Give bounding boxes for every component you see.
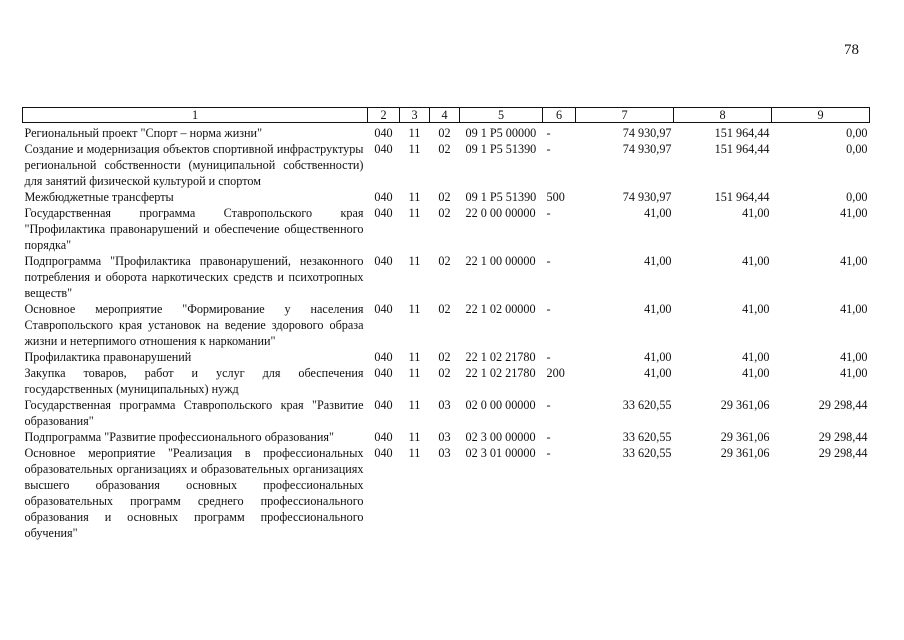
row-subsection-code: 03	[438, 446, 451, 460]
row-amount-1: 41,00	[644, 302, 672, 316]
table-row	[23, 349, 870, 365]
column-header: 5	[460, 108, 543, 123]
row-section-code: 11	[408, 206, 421, 220]
row-ministry-code: 040	[374, 142, 393, 156]
row-section-code: 11	[408, 446, 421, 460]
row-amount-1: 41,00	[644, 254, 672, 268]
row-target-article: 22 1 02 21780	[465, 366, 536, 380]
row-name: Основное мероприятие "Формирование у населения Ставропольского края установок на ведение здорового образа жизни и нетерпимого отношения к наркомании"	[24, 302, 364, 348]
table-row	[23, 397, 870, 429]
row-ministry-code: 040	[374, 302, 393, 316]
row-amount-3: 41,00	[840, 366, 868, 380]
table-row	[23, 141, 870, 189]
row-section-code: 11	[408, 350, 421, 364]
row-amount-3: 0,00	[846, 142, 868, 156]
row-target-article: 22 0 00 00000	[465, 206, 536, 220]
row-amount-3: 0,00	[846, 126, 868, 140]
row-ministry-code: 040	[374, 190, 393, 204]
row-expense-type: -	[546, 206, 551, 220]
row-name: Государственная программа Ставропольского края "Развитие образования"	[24, 398, 364, 428]
row-target-article: 02 0 00 00000	[465, 398, 536, 412]
row-amount-3: 41,00	[840, 206, 868, 220]
row-amount-3: 29 298,44	[818, 430, 868, 444]
row-ministry-code: 040	[374, 126, 393, 140]
row-subsection-code: 03	[438, 430, 451, 444]
row-amount-2: 151 964,44	[714, 142, 770, 156]
row-subsection-code: 02	[438, 366, 451, 380]
row-subsection-code: 02	[438, 190, 451, 204]
row-name: Подпрограмма "Развитие профессионального образования"	[24, 430, 334, 444]
table-row	[23, 253, 870, 301]
row-amount-1: 74 930,97	[622, 190, 672, 204]
row-ministry-code: 040	[374, 366, 393, 380]
row-ministry-code: 040	[374, 430, 393, 444]
row-section-code: 11	[408, 254, 421, 268]
row-subsection-code: 02	[438, 206, 451, 220]
row-amount-2: 41,00	[742, 366, 770, 380]
row-amount-2: 41,00	[742, 350, 770, 364]
row-amount-1: 33 620,55	[622, 446, 672, 460]
row-amount-3: 29 298,44	[818, 398, 868, 412]
table-row	[23, 365, 870, 397]
column-header: 4	[430, 108, 460, 123]
column-header: 8	[674, 108, 772, 123]
row-expense-type: -	[546, 446, 551, 460]
row-amount-2: 41,00	[742, 206, 770, 220]
row-section-code: 11	[408, 142, 421, 156]
row-subsection-code: 02	[438, 126, 451, 140]
row-expense-type: -	[546, 254, 551, 268]
row-section-code: 11	[408, 430, 421, 444]
row-section-code: 11	[408, 126, 421, 140]
column-header: 1	[23, 108, 368, 123]
row-name: Закупка товаров, работ и услуг для обеспечения государственных (муниципальных) нужд	[24, 366, 364, 396]
row-expense-type: -	[546, 350, 551, 364]
row-ministry-code: 040	[374, 206, 393, 220]
row-name: Профилактика правонарушений	[24, 350, 192, 364]
row-expense-type: -	[546, 398, 551, 412]
row-amount-1: 33 620,55	[622, 398, 672, 412]
row-amount-2: 151 964,44	[714, 126, 770, 140]
row-name: Создание и модернизация объектов спортивной инфраструктуры региональной собственности (муниципальной собственности) для занятий физической культурой и спортом	[24, 142, 364, 188]
table-row	[23, 429, 870, 445]
row-target-article: 09 1 P5 51390	[465, 190, 537, 204]
row-amount-2: 41,00	[742, 254, 770, 268]
row-amount-2: 29 361,06	[720, 446, 770, 460]
row-section-code: 11	[408, 302, 421, 316]
row-amount-1: 74 930,97	[622, 126, 672, 140]
row-name: Региональный проект "Спорт – норма жизни"	[24, 126, 263, 140]
table-row	[23, 301, 870, 349]
row-amount-1: 33 620,55	[622, 430, 672, 444]
row-ministry-code: 040	[374, 398, 393, 412]
row-amount-2: 29 361,06	[720, 430, 770, 444]
row-amount-2: 151 964,44	[714, 190, 770, 204]
row-ministry-code: 040	[374, 350, 393, 364]
row-target-article: 09 1 P5 00000	[465, 126, 537, 140]
table-row	[23, 123, 870, 142]
row-subsection-code: 03	[438, 398, 451, 412]
row-expense-type: -	[546, 430, 551, 444]
row-amount-3: 29 298,44	[818, 446, 868, 460]
row-name: Межбюджетные трансферты	[24, 190, 174, 204]
column-header: 9	[772, 108, 870, 123]
row-section-code: 11	[408, 190, 421, 204]
row-name: Государственная программа Ставропольского края "Профилактика правонарушений и обеспечение общественного порядка"	[24, 206, 364, 252]
row-target-article: 22 1 00 00000	[465, 254, 536, 268]
row-expense-type: 200	[546, 366, 565, 380]
row-amount-2: 29 361,06	[720, 398, 770, 412]
row-amount-3: 0,00	[846, 190, 868, 204]
row-amount-3: 41,00	[840, 254, 868, 268]
row-amount-3: 41,00	[840, 350, 868, 364]
column-header: 7	[576, 108, 674, 123]
row-subsection-code: 02	[438, 302, 451, 316]
table-header-row	[23, 108, 870, 123]
column-header: 3	[400, 108, 430, 123]
table-row	[23, 205, 870, 253]
page-number: 78	[844, 42, 859, 58]
row-target-article: 09 1 P5 51390	[465, 142, 537, 156]
row-expense-type: -	[546, 302, 551, 316]
row-amount-1: 74 930,97	[622, 142, 672, 156]
column-header: 2	[368, 108, 400, 123]
row-target-article: 22 1 02 00000	[465, 302, 536, 316]
row-ministry-code: 040	[374, 254, 393, 268]
row-subsection-code: 02	[438, 142, 451, 156]
row-name: Основное мероприятие "Реализация в профессиональных образовательных организациях и образовательных организациях высшего образования основных профессиональных образовательных программ среднего профессионального образования и основных программ профессионального обучения"	[24, 446, 364, 540]
table-row	[23, 445, 870, 541]
row-target-article: 22 1 02 21780	[465, 350, 536, 364]
row-expense-type: -	[546, 142, 551, 156]
row-subsection-code: 02	[438, 254, 451, 268]
budget-table	[22, 107, 870, 541]
row-amount-2: 41,00	[742, 302, 770, 316]
row-target-article: 02 3 01 00000	[465, 446, 536, 460]
row-amount-1: 41,00	[644, 206, 672, 220]
row-section-code: 11	[408, 398, 421, 412]
row-amount-1: 41,00	[644, 366, 672, 380]
row-section-code: 11	[408, 366, 421, 380]
row-name: Подпрограмма "Профилактика правонарушений, незаконного потребления и оборота наркотических средств и психотропных веществ"	[24, 254, 364, 300]
row-amount-3: 41,00	[840, 302, 868, 316]
row-target-article: 02 3 00 00000	[465, 430, 536, 444]
row-ministry-code: 040	[374, 446, 393, 460]
row-subsection-code: 02	[438, 350, 451, 364]
row-expense-type: 500	[546, 190, 565, 204]
table-row	[23, 189, 870, 205]
row-amount-1: 41,00	[644, 350, 672, 364]
row-expense-type: -	[546, 126, 551, 140]
column-header: 6	[543, 108, 576, 123]
